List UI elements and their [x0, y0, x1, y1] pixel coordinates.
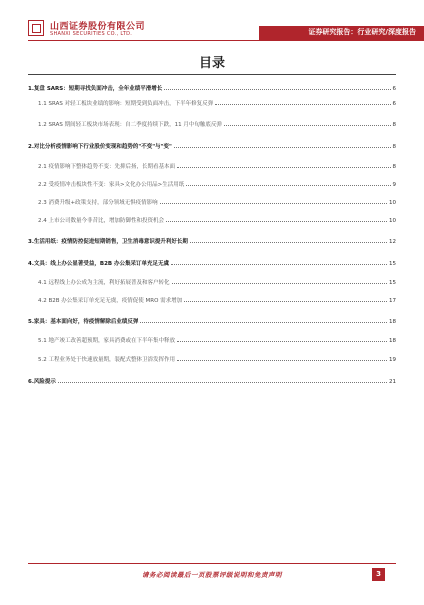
toc-entry-page: 12	[389, 239, 396, 245]
toc-leader-dots	[166, 217, 387, 222]
toc-leader-dots	[174, 143, 391, 148]
toc-entry-label: 2.4 上市公司数量今非昔比，增加防御性和投资机会	[38, 218, 164, 224]
toc-entry-label: 6.风险提示	[28, 379, 56, 385]
toc-leader-dots	[224, 121, 391, 126]
toc-entry-section[interactable]	[28, 259, 396, 269]
toc-leader-dots	[190, 238, 387, 243]
toc-entry-page: 8	[392, 164, 396, 170]
toc-entry-subsection[interactable]	[28, 296, 396, 306]
toc-entry-page: 6	[392, 86, 396, 92]
toc-entry-subsection[interactable]	[28, 336, 396, 346]
toc-entry-subsection[interactable]	[28, 216, 396, 226]
toc-leader-dots	[177, 163, 391, 168]
toc-entry-page: 8	[392, 122, 396, 128]
toc-entry-label: 5.1 地产竣工改善超预期，家具消费或在下半年集中释放	[38, 338, 175, 344]
footer-disclaimer: 请务必阅读最后一页股票评级说明和免责声明	[142, 571, 282, 579]
toc-entry-subsection[interactable]	[28, 355, 396, 365]
page-header	[0, 0, 424, 40]
company-name-cn: 山西证券股份有限公司	[50, 22, 146, 32]
toc-entry-page: 15	[389, 261, 396, 267]
toc-entry-page: 10	[389, 218, 396, 224]
toc-entry-label: 4.文具：线上办公显著受益，B2B 办公集采订单充足无虞	[28, 261, 170, 267]
toc-leader-dots	[177, 356, 387, 361]
toc-entry-label: 2.2 受疫情冲击板块性不变：家具>文化办公用品>生活用纸	[38, 182, 185, 188]
toc-entry-page: 18	[389, 338, 396, 344]
toc-entry-subsection[interactable]	[28, 278, 396, 288]
toc-entry-subsection[interactable]	[28, 99, 396, 109]
toc-leader-dots	[58, 378, 387, 383]
toc-entry-page: 8	[392, 144, 396, 150]
toc-entry-page: 18	[389, 319, 396, 325]
toc-entry-section[interactable]	[28, 142, 396, 152]
toc-entry-subsection[interactable]	[28, 162, 396, 172]
toc-entry-label: 2.3 消费升级+政策支持，部分领域无惧疫情影响	[38, 200, 158, 206]
toc-entry-label: 3.生活用纸：疫情防控促进短期销售，卫生消毒意识提升利好长期	[28, 239, 188, 245]
toc-entry-page: 9	[392, 182, 396, 188]
page-title: 目录	[198, 56, 225, 71]
toc-leader-dots	[215, 100, 390, 105]
toc-entry-page: 21	[389, 379, 396, 385]
toc-entry-page: 19	[389, 357, 396, 363]
toc-entry-section[interactable]	[28, 317, 396, 327]
company-logo-icon	[28, 20, 44, 36]
toc-entry-subsection[interactable]	[28, 120, 396, 130]
toc-entry-subsection[interactable]	[28, 198, 396, 208]
toc-entry-section[interactable]	[28, 377, 396, 387]
page-number: 3	[372, 568, 385, 581]
toc-leader-dots	[177, 337, 387, 342]
toc-entry-label: 4.1 远程线上办公成为主流，利好拓展普及和客户转化	[38, 280, 170, 286]
toc-entry-label: 1.2 SRAS 期间轻工板块市场表现：自二季度持续下跌，11 月中旬触底反弹	[38, 122, 222, 128]
footer-divider	[28, 563, 396, 564]
toc-leader-dots	[186, 181, 390, 186]
company-name-en: SHANXI SECURITIES CO., LTD.	[50, 31, 133, 37]
toc-leader-dots	[140, 318, 387, 323]
toc-entry-section[interactable]	[28, 237, 396, 247]
toc-entry-label: 5.家具：基本面向好，待疫情解除后业绩反弹	[28, 319, 139, 325]
toc-entry-section[interactable]	[28, 84, 396, 94]
toc-entry-page: 6	[392, 101, 396, 107]
toc-entry-page: 15	[389, 280, 396, 286]
toc-leader-dots	[164, 85, 390, 90]
toc-leader-dots	[172, 279, 388, 284]
toc-leader-dots	[160, 199, 387, 204]
toc-entry-label: 1.复盘 SARS：短期寻找负面冲击，全年业绩平滑增长	[28, 86, 163, 92]
toc-entry-label: 5.2 工程业务处于快速放量期，装配式整体卫浴发挥作用	[38, 357, 175, 363]
toc-entry-page: 10	[389, 200, 396, 206]
report-type-label: 证券研究报告：行业研究/深度报告	[308, 28, 416, 36]
toc-entry-page: 17	[389, 298, 396, 304]
toc-entry-label: 4.2 B2B 办公集采订单充足无虞，疫情促使 MRO 需求增加	[38, 298, 183, 304]
toc-leader-dots	[184, 297, 387, 302]
toc-leader-dots	[171, 260, 387, 265]
toc-entry-subsection[interactable]	[28, 180, 396, 190]
toc-entry-label: 1.1 SRAS 对轻工板块业绩的影响：短期受到负面冲击，下半年修复反弹	[38, 101, 214, 107]
title-divider	[28, 74, 396, 75]
header-divider	[28, 40, 424, 41]
toc-entry-label: 2.对比分析疫情影响下行业股价变现和趋势的"不变"与"变"	[28, 144, 172, 150]
toc-entry-label: 2.1 疫情影响下整体趋势不变：先抑后扬，长期看基本面	[38, 164, 175, 170]
